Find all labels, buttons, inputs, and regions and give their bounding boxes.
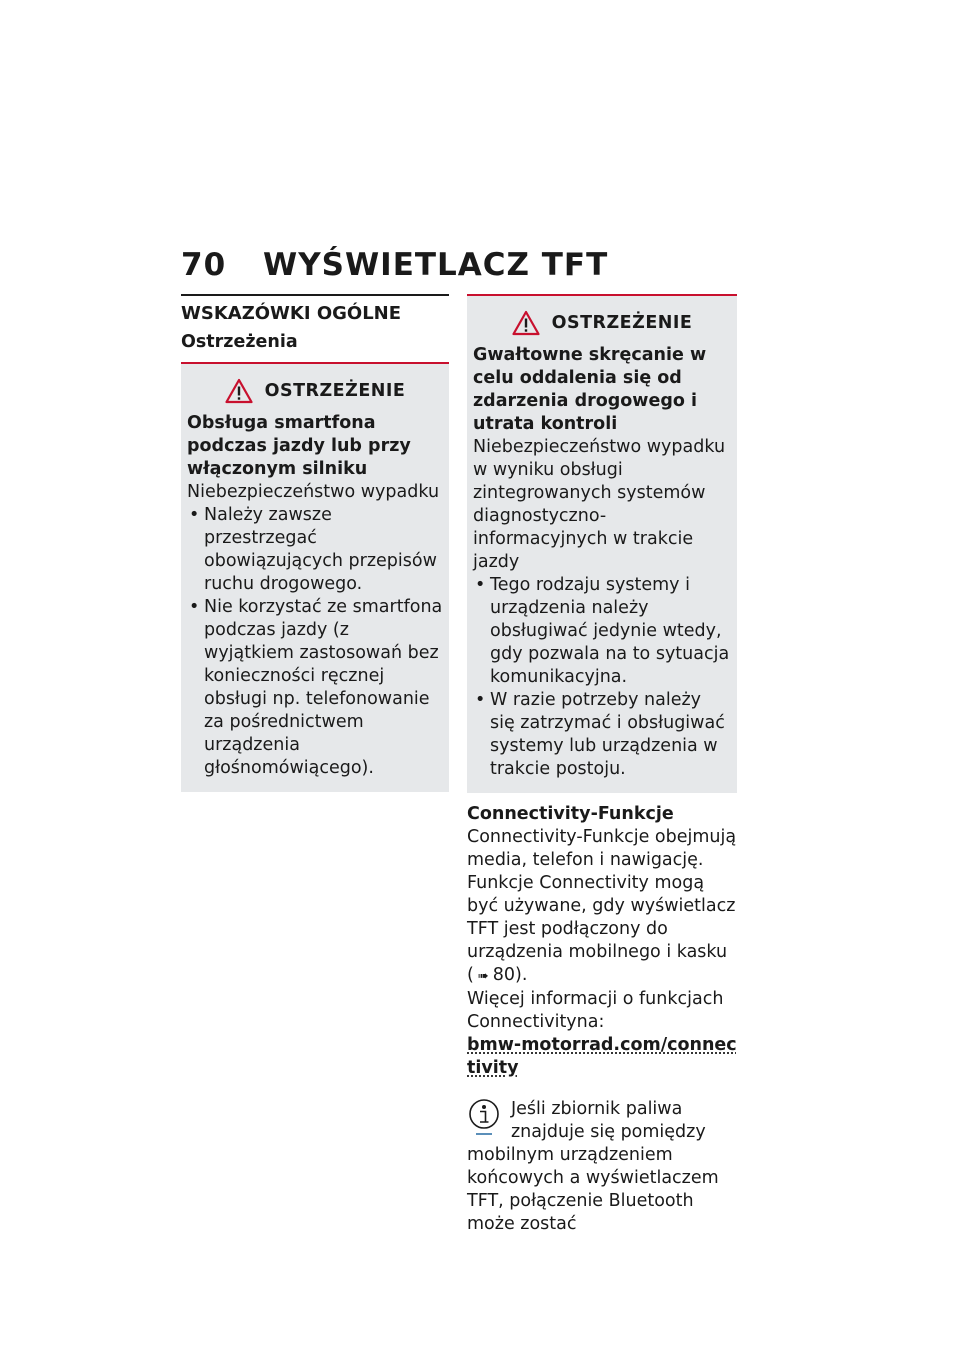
warning-header bbox=[187, 378, 443, 404]
connectivity-heading: Connectivity-Funkcje bbox=[467, 804, 674, 824]
right-column bbox=[467, 294, 737, 1236]
list-item: • Należy zawsze przestrzegać obowiązujących przepisów ruchu drogowego. bbox=[187, 504, 443, 596]
warning-title: Gwałtowne skręcanie w celu oddalenia się od zdarzenia drogowego i utrata kontroli bbox=[473, 345, 707, 434]
note-text: Jeśli zbiornik paliwa znajduje się pomiędzy mobilnym urządzeniem końcowych a wyświetlaczem TFT, połączenie Bluetooth może zostać bbox=[467, 1099, 719, 1234]
page-reference[interactable]: 80 bbox=[492, 965, 516, 985]
warning-box bbox=[467, 296, 737, 793]
section-title: WSKAZÓWKI OGÓLNE bbox=[181, 303, 402, 324]
connectivity-paragraph bbox=[467, 872, 737, 988]
warning-bullets bbox=[473, 574, 731, 781]
warning-label: OSTRZEŻENIE bbox=[264, 380, 406, 401]
warning-triangle-icon bbox=[225, 378, 253, 404]
arrow-reference-icon: ➠ bbox=[477, 969, 489, 984]
chapter-title: WYŚWIETLACZ TFT bbox=[263, 247, 609, 283]
warning-hazard: Niebezpieczeństwo wypadku bbox=[187, 482, 440, 502]
warning-box bbox=[181, 364, 449, 792]
section-rule bbox=[181, 294, 449, 296]
list-item: • W razie potrzeby należy się zatrzymać i obsługiwać systemy lub urządzenia w trakcie postoju. bbox=[473, 689, 731, 781]
left-column bbox=[181, 294, 449, 792]
paragraph-text: Funkcje Connectivity mogą być używane, gdy wyświetlacz TFT jest podłączony do urządzenia mobilnego i kasku ( bbox=[467, 873, 736, 985]
connectivity-paragraph: Connectivity-Funkcje obejmują media, telefon i nawigację. bbox=[467, 827, 737, 870]
info-icon bbox=[467, 1098, 501, 1138]
info-note bbox=[467, 1098, 737, 1236]
list-item: • Nie korzystać ze smartfona podczas jazdy (z wyjątkiem zastosowań bez konieczności ręcznej obsługi np. telefonowanie za pośrednictwem urządzenia głośnomówiącego). bbox=[187, 596, 443, 780]
warning-triangle-icon bbox=[512, 310, 540, 336]
paragraph-text: ). bbox=[515, 965, 528, 985]
subsection-title: Ostrzeżenia bbox=[181, 332, 298, 352]
warning-bullets bbox=[187, 504, 443, 780]
connectivity-paragraph: Więcej informacji o funkcjach Connectivityna: bbox=[467, 989, 724, 1032]
warning-header bbox=[473, 310, 731, 336]
page-header bbox=[181, 247, 608, 283]
page-number: 70 bbox=[181, 247, 227, 283]
warning-hazard: Niebezpieczeństwo wypadku w wyniku obsługi zintegrowanych systemów diagnostyczno-informacyjnych w trakcie jazdy bbox=[473, 437, 726, 572]
warning-title: Obsługa smartfona podczas jazdy lub przy włączonym silniku bbox=[187, 413, 411, 479]
connectivity-link[interactable]: bmw-motorrad.com/connectivity bbox=[467, 1035, 737, 1078]
list-item: • Tego rodzaju systemy i urządzenia należy obsługiwać jedynie wtedy, gdy pozwala na to sytuacja komunikacyjna. bbox=[473, 574, 731, 689]
warning-label: OSTRZEŻENIE bbox=[551, 312, 693, 333]
